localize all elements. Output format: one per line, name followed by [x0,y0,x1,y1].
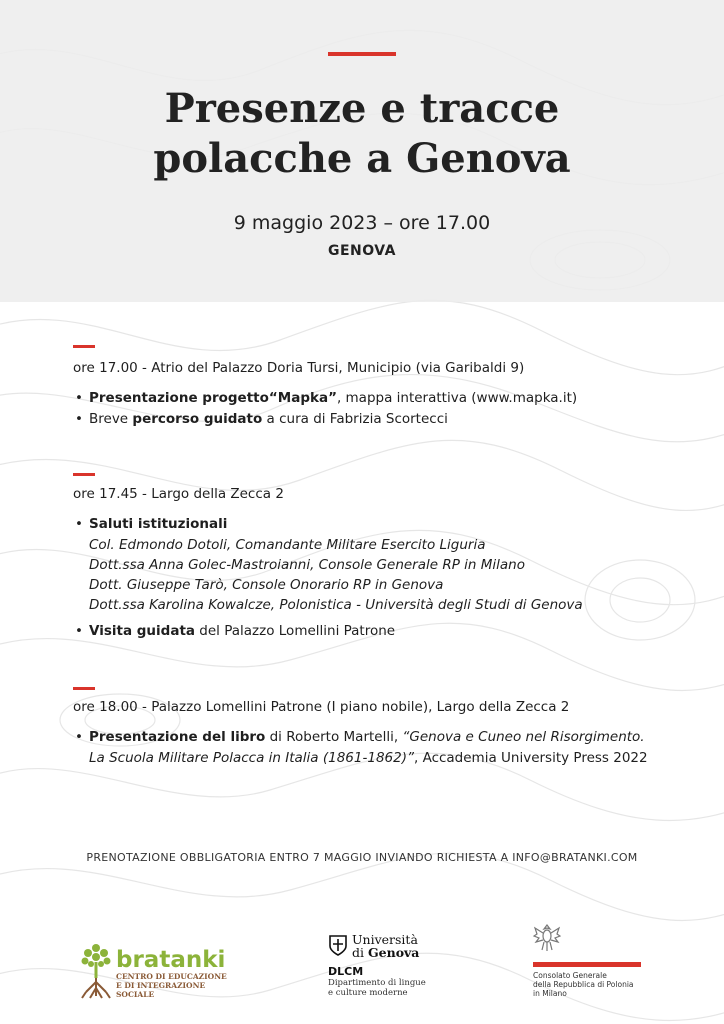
unige-line-2-bold: Genova [367,945,420,960]
list-item [75,388,693,409]
item-text: del Palazzo Lomellini Patrone [195,623,396,639]
section-1-heading: ore 17.00 - Atrio del Palazzo Doria Tursi, Municipio (via Garibaldi 9) [73,360,525,376]
item-text: , Accademia University Press 2022 [413,750,648,766]
item-bold: percorso guidato [132,411,263,427]
section-1-accent [73,345,95,348]
item-text: , mappa interattiva (www.mapka.it) [336,390,578,406]
program-section-3 [73,697,693,769]
title-line-2: polacche a Genova [153,135,571,182]
event-city: GENOVA [327,243,397,259]
eagle-emblem-icon [533,922,561,954]
bratanki-sub-1: CENTRO DI EDUCAZIONE [116,972,227,981]
consolato-logo [533,922,643,1002]
section-3-accent [73,687,95,690]
title-accent-line [328,52,396,56]
section-2-accent [73,473,95,476]
reservation-note: PRENOTAZIONE OBBLIGATORIA ENTRO 7 MAGGIO INVIANDO RICHIESTA A INFO@BRATANKI.COM [86,851,638,864]
consolato-line-1: Consolato Generale [533,971,607,980]
speaker-line: Col. Edmondo Dotoli, Comandante Militare Esercito Liguria [89,537,486,553]
speaker-line: Dott. Giuseppe Tarò, Console Onorario RP in Genova [89,577,444,593]
crest-icon [328,934,348,956]
tree-icon [80,942,112,1000]
item-text: a cura di Fabrizia Scortecci [262,411,448,427]
page-title [0,84,724,184]
consolato-flag-line [533,962,641,967]
list-item [75,409,693,430]
dlcm-sub-1: Dipartimento di lingue [328,978,426,988]
dlcm-label: DLCM [328,965,364,978]
unige-line-2-pre: di [352,945,368,960]
program-section-2 [73,484,693,642]
bratanki-name: bratanki [116,947,226,973]
unige-line-1: Università [352,932,418,947]
list-item [75,727,693,769]
section-3-list [73,727,693,769]
event-date: 9 maggio 2023 – ore 17.00 [233,212,491,234]
item-bold: Visita guidata [89,623,196,639]
unige-logo [328,932,448,1002]
title-line-1: Presenze e tracce [164,85,560,132]
program-section-1 [73,358,693,430]
consolato-line-3: in Milano [533,989,567,998]
book-title-part-1: “Genova e Cuneo nel Risorgimento. [402,729,645,745]
book-title-part-2: La Scuola Militare Polacca in Italia (1861-1862)” [89,750,414,766]
item-bold: Presentazione del libro [89,729,266,745]
item-bold: Presentazione progetto“Mapka” [89,390,337,406]
item-bold: Saluti istituzionali [89,516,228,532]
list-item [75,514,693,615]
list-item [75,621,693,642]
bratanki-sub-2: E DI INTEGRAZIONE SOCIALE [116,981,206,999]
section-3-heading: ore 18.00 - Palazzo Lomellini Patrone (I piano nobile), Largo della Zecca 2 [73,699,570,715]
section-2-heading: ore 17.45 - Largo della Zecca 2 [73,486,284,502]
consolato-line-2: della Repubblica di Polonia [533,980,634,989]
speaker-line: Dott.ssa Karolina Kowalcze, Polonistica - Università degli Studi di Genova [89,597,583,613]
item-text: Breve [89,411,133,427]
speaker-line: Dott.ssa Anna Golec-Mastroianni, Console Generale RP in Milano [89,557,526,573]
item-text: di Roberto Martelli, [265,729,403,745]
bratanki-logo [80,942,230,1002]
section-2-list [73,514,693,642]
section-1-list [73,388,693,430]
dlcm-sub-2: e culture moderne [328,988,408,998]
